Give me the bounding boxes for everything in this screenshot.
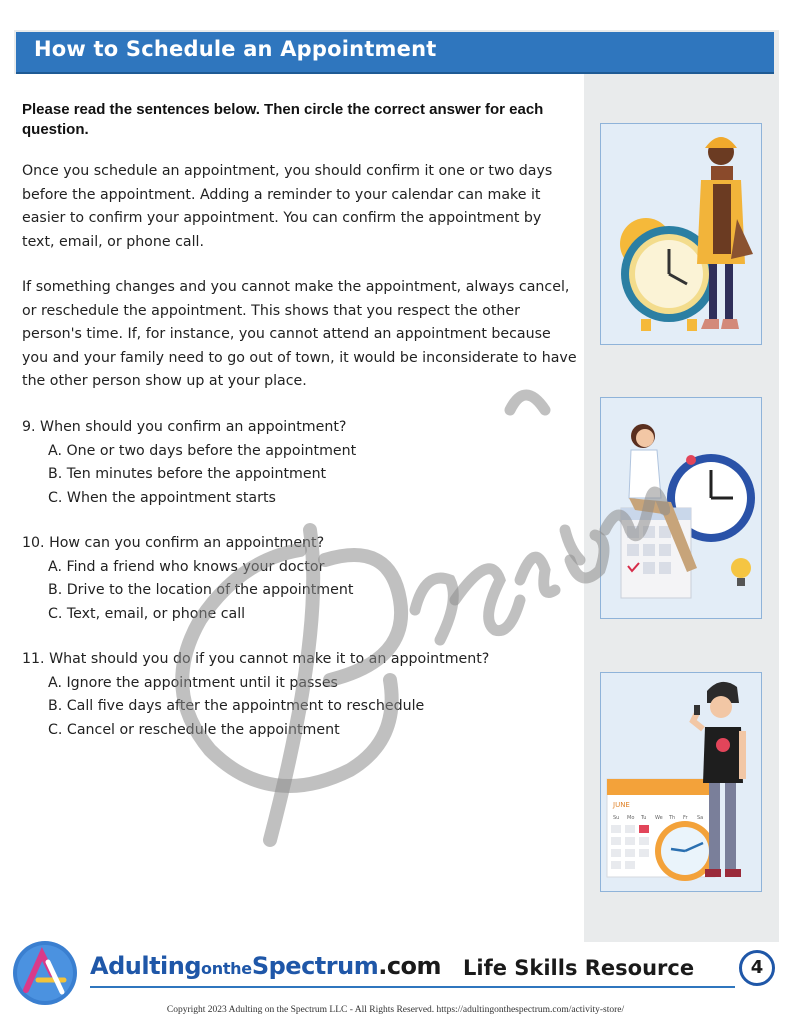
illustration-phone-calendar [600,672,762,892]
copyright-notice: Copyright 2023 Adulting on the Spectrum LLC - All Rights Reserved. https://adultingonthespectrum.com/activity-store/ [166,1005,625,1015]
paragraph-confirm: Once you schedule an appointment, you should confirm it one or two days before the appointment. Adding a reminder to your calendar can make it easier to confirm your appointment. You can confirm the appointment by text, email, or phone call. [22,163,553,250]
instructions: Please read the sentences below. Then circle the correct answer for each question. [22,101,544,138]
answer-option: B. Call five days after the appointment to reschedule [48,698,425,714]
answer-option: C. Text, email, or phone call [48,605,246,622]
woman-alarm-clock-icon [601,124,761,344]
answer-option: B. Ten minutes before the appointment [48,466,327,482]
brand-on: on [201,959,223,978]
question-text: 10. How can you confirm an appointment? [22,535,325,551]
illustration-clock-calendar [600,397,762,619]
resource-label: Life Skills Resource [463,956,695,980]
title-bar [16,32,774,72]
question-9 [22,416,577,510]
answer-option: C. When the appointment starts [48,489,276,506]
question-10 [22,532,577,626]
calendar-day: Su [613,815,620,821]
brand-the: the [222,959,252,978]
brand-spectrum: Spectrum [251,952,379,980]
paragraph-reschedule: If something changes and you cannot make the appointment, always cancel, or reschedule the appointment. This shows that you respect the other person's time. If, for instance, you cannot attend an appointment because you and your family need to go out of town, it would be inconsiderate to have the other person show up at your place. [22,279,577,389]
calendar-day: Sa [697,815,704,821]
brand-logo-icon [12,940,78,1006]
calendar-day: We [655,815,663,821]
answer-option: C. Cancel or reschedule the appointment [48,721,340,738]
page-title: How to Schedule an Appointment [34,37,437,61]
calendar-day: Fr [683,815,688,821]
calendar-day: Tu [641,815,647,821]
answer-option: B. Drive to the location of the appointment [48,582,354,598]
question-text: 11. What should you do if you cannot make it to an appointment? [22,651,490,667]
question-11 [22,648,577,742]
calendar-day: Mo [627,815,635,821]
man-phone-calendar-icon [601,673,761,891]
footer-divider [90,986,735,988]
illustration-alarm-clock [600,123,762,345]
brand-adulting: Adulting [90,952,202,980]
brand-name [90,952,441,980]
answer-option: A. One or two days before the appointment [48,442,357,459]
woman-clock-calendar-icon [601,398,761,618]
answer-option: A. Find a friend who knows your doctor [48,558,325,575]
brand-dotcom: .com [378,952,442,980]
answer-option: A. Ignore the appointment until it passes [48,674,338,691]
calendar-month: JUNE [613,801,630,809]
calendar-day: Th [669,815,676,821]
page-number: 4 [739,950,775,986]
question-text: 9. When should you confirm an appointment? [22,419,347,435]
